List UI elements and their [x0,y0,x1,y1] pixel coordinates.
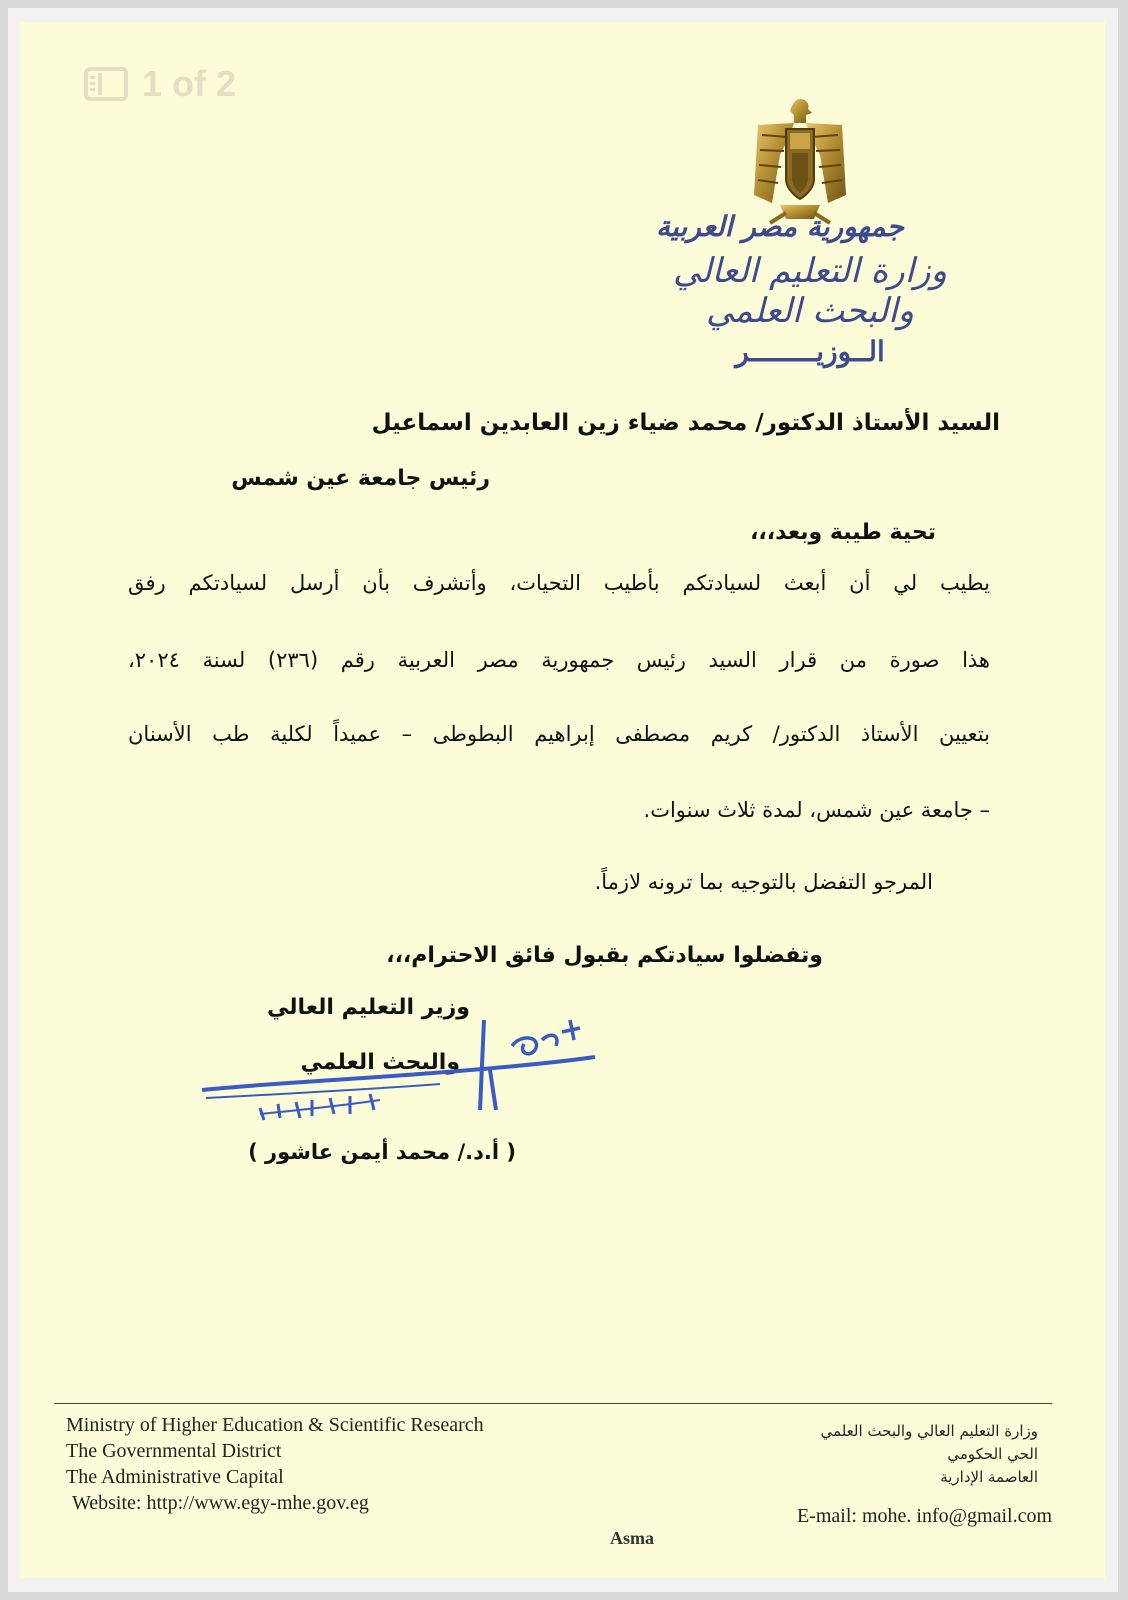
footer-divider [54,1403,1052,1404]
signer-title-line-1: وزير التعليم العالي [266,995,470,1020]
footer-email: E-mail: mohe. info@gmail.com [796,1505,1052,1527]
footer-ar-line: وزارة التعليم العالي والبحث العلمي [820,1422,1038,1440]
footer-ar-line: العاصمة الإدارية [940,1468,1038,1486]
footer-en-line: The Administrative Capital [66,1466,284,1488]
typist-initials: Asma [610,1528,654,1548]
body-line: – جامعة عين شمس، لمدة ثلاث سنوات. [643,798,990,822]
republic-name: جمهورية مصر العربية [656,210,904,243]
ministry-name: وزارة التعليم العالي والبحث العلمي [672,251,947,331]
signer-name: ( أ.د./ محمد أيمن عاشور ) [248,1140,516,1164]
footer-en-line: The Governmental District [66,1440,282,1462]
footer-english-address [66,1412,484,1516]
signer-title-line-2: والبحث العلمي [300,1050,460,1075]
page-indicator[interactable] [84,63,236,105]
body-line: يطيب لي أن أبعث لسيادتكم بأطيب التحيات، وأتشرف بأن أرسل لسيادتكم رفق [128,571,990,595]
addressee-name: السيد الأستاذ الدكتور/ محمد ضياء زين العابدين اسماعيل [371,410,1000,436]
page-thumbnails-icon[interactable] [84,67,128,101]
footer-website: Website: http://www.egy-mhe.gov.eg [72,1492,369,1514]
greeting: تحية طيبة وبعد،،، [750,520,936,545]
ministry-letterhead [630,210,990,368]
footer-ar-line: الحي الحكومي [947,1445,1038,1463]
body-line: بتعيين الأستاذ الدكتور/ كريم مصطفى إبراهيم البطوطى – عميداً لكلية طب الأسنان [128,722,990,746]
addressee-title: رئيس جامعة عين شمس [231,466,490,491]
minister-office: الــوزيــــــــر [735,335,885,368]
body-line: هذا صورة من قرار السيد رئيس جمهورية مصر العربية رقم (٢٣٦) لسنة ٢٠٢٤، [128,648,990,672]
closing: وتفضلوا سيادتكم بقبول فائق الاحترام،،، [386,943,823,968]
footer-arabic-address [821,1420,1038,1489]
body-line: المرجو التفضل بالتوجيه بما ترونه لازماً. [594,870,933,894]
footer-en-line: Ministry of Higher Education & Scientific Research [66,1414,484,1436]
handwritten-signature [200,1010,620,1150]
page-count-label: 1 of 2 [142,63,237,104]
